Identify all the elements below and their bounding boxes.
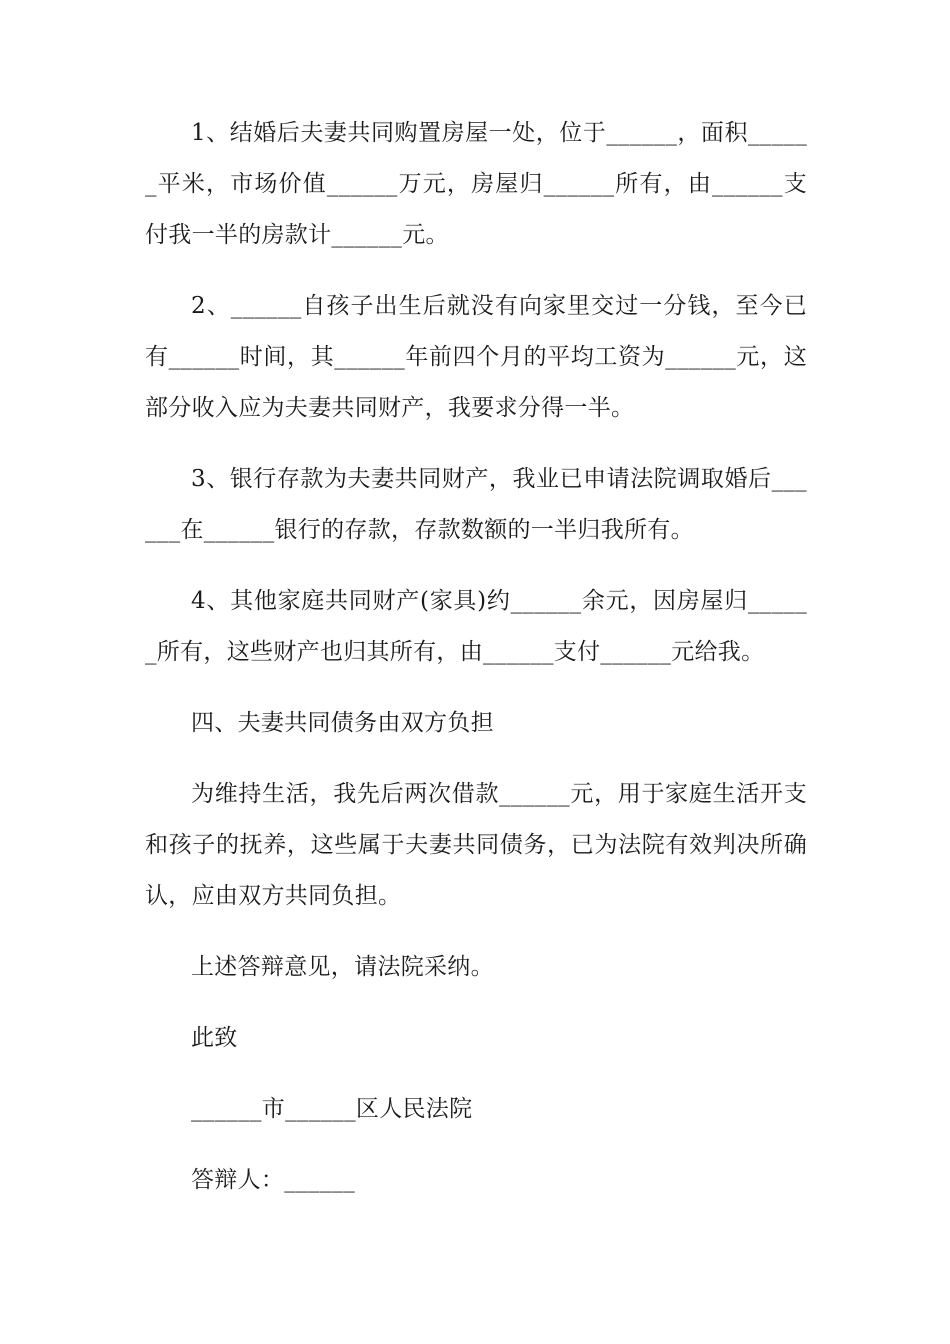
clause-debts: 为维持生活，我先后两次借款______元，用于家庭生活开支和孩子的抚养，这些属于夫妻共同债务，已为法院有效判决所确认，应由双方共同负担。 [145, 781, 807, 909]
court-addressee: ______市______区人民法院 [191, 1096, 473, 1122]
clause-bank-deposit: 3、银行存款为夫妻共同财产，我业已申请法院调取婚后______在______银行的存款，存款数额的一半归我所有。 [145, 466, 807, 543]
clause-other-property: 4、其他家庭共同财产(家具)约______余元，因房屋归______所有，这些财产也归其所有，由______支付______元给我。 [145, 588, 807, 665]
salutation: 此致 [191, 1025, 238, 1051]
document-body [145, 108, 807, 1226]
clause-house: 1、结婚后夫妻共同购置房屋一处，位于______，面积______平米，市场价值______万元，房屋归______所有，由______支付我一半的房款计______元。 [145, 120, 807, 248]
closing-request: 上述答辩意见，请法院采纳。 [191, 954, 494, 980]
clause-income: 2、______自孩子出生后就没有向家里交过一分钱，至今已有______时间，其______年前四个月的平均工资为______元，这部分收入应为夫妻共同财产，我要求分得一半。 [145, 293, 807, 421]
respondent-signature: 答辩人：______ [191, 1167, 355, 1193]
section-heading-debts: 四、夫妻共同债务由双方负担 [191, 710, 494, 736]
